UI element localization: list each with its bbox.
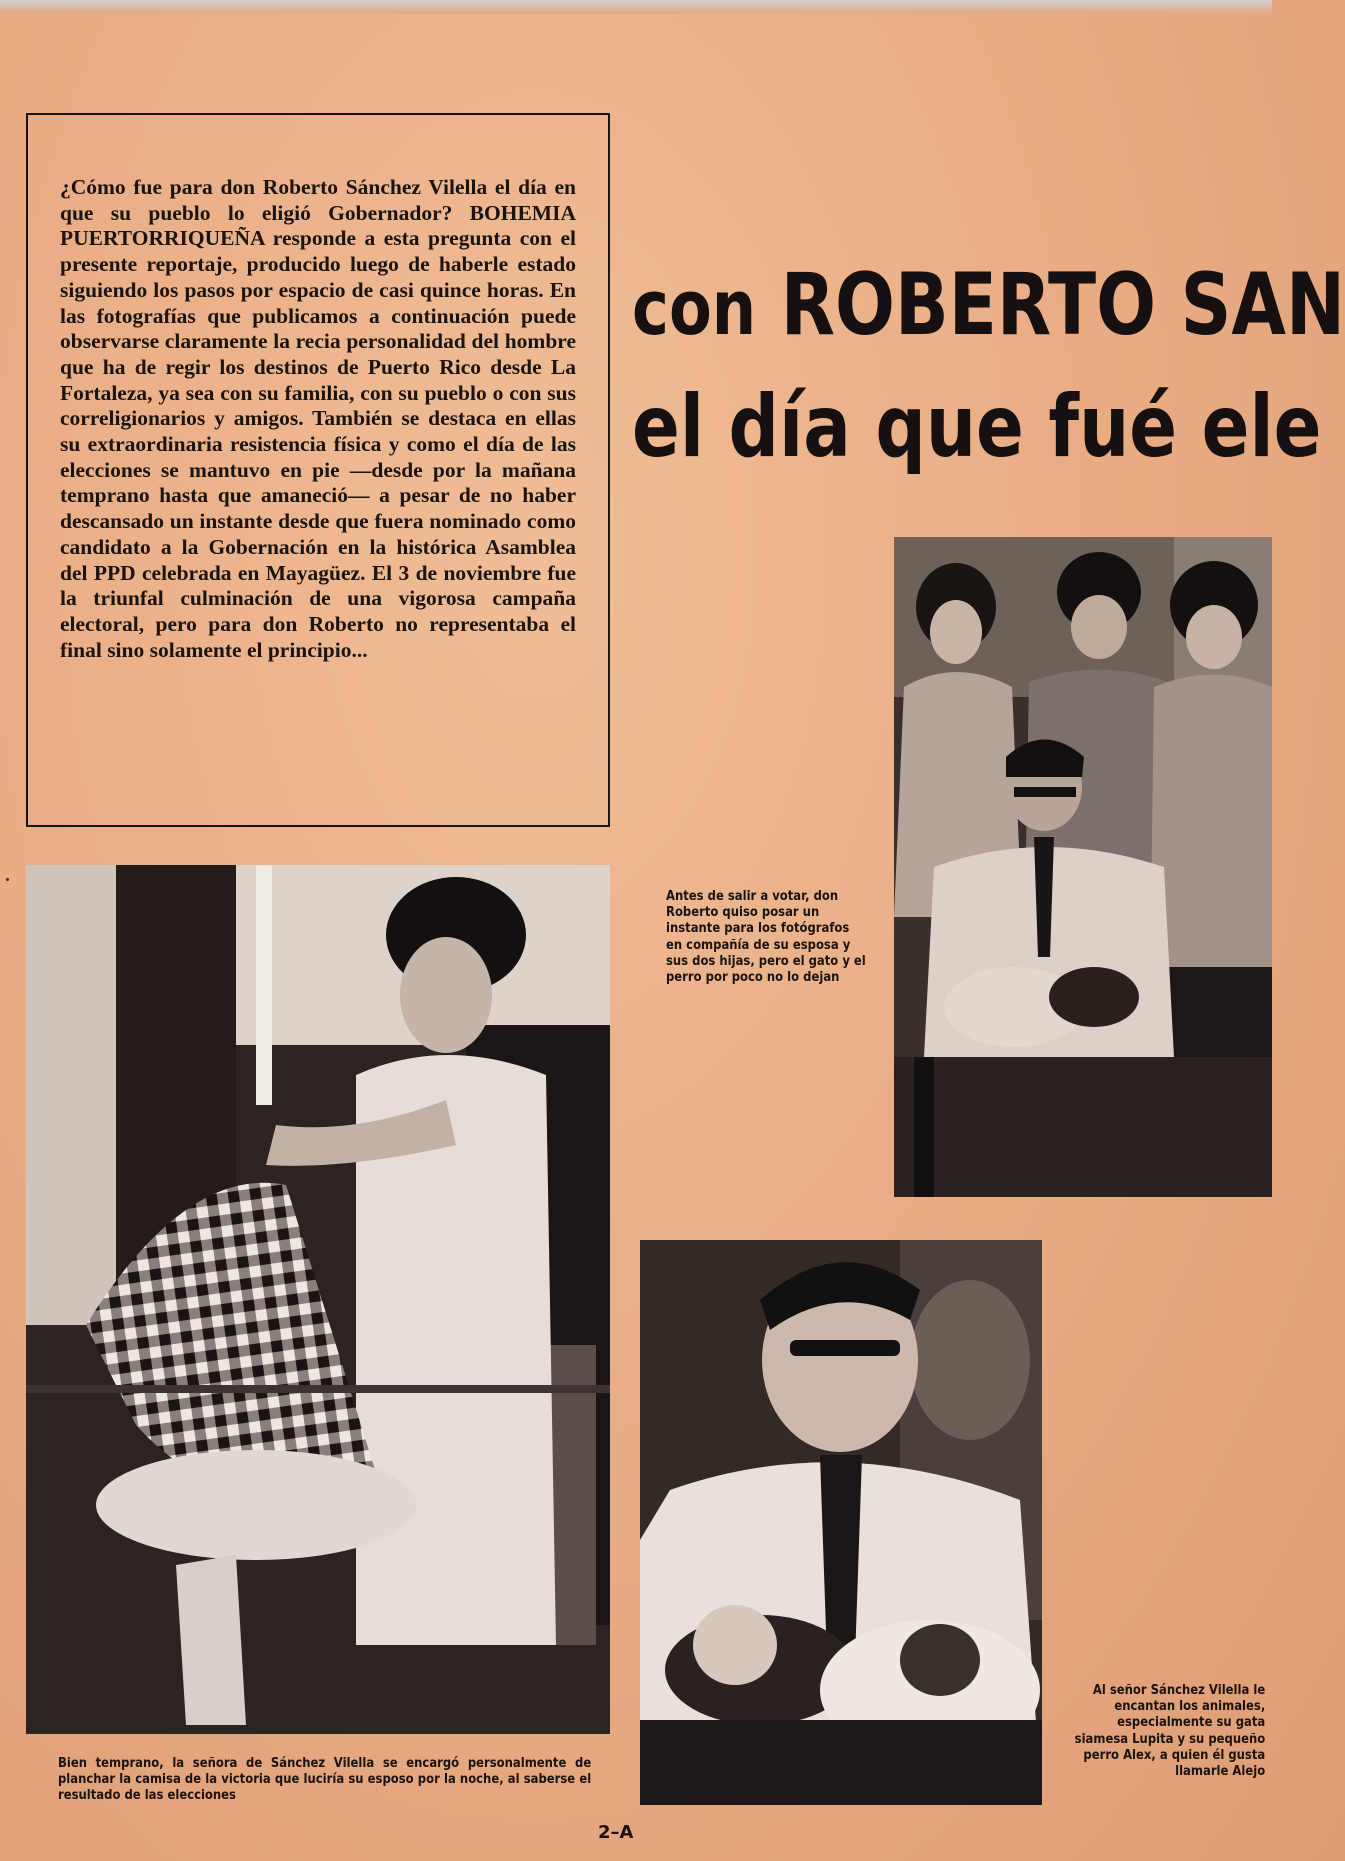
family-photo-image bbox=[894, 537, 1272, 1197]
page-number: 2–A bbox=[598, 1822, 634, 1843]
family-photo-caption: Antes de salir a votar, don Roberto quiso posar un instante para los fotógrafos en compañía de su esposa y sus dos hijas, pero el gato y el perro por poco no lo dejan bbox=[666, 888, 866, 986]
intro-paragraph: ¿Cómo fue para don Roberto Sánchez Vilella el día en que su pueblo lo eligió Gobernador? BOHEMIA PUERTORRIQUEÑA responde a esta pregunta con el presente reportaje, producido luego de haberle estado siguiendo los pasos por espacio de casi quince horas. En las fotografías que publicamos a continuación puede observarse claramente la recia personalidad del hombre que ha de regir los destinos de Puerto Rico desde La Fortaleza, ya sea con su familia, con su pueblo o con sus correligionarios y amigos. También se destaca en ellas su extraordinaria resistencia física y como el día de las elecciones se mantuvo en pie —desde por la mañana temprano hasta que amaneció— a pesar de no haber descansado un instante desde que fuera nominado como candidato a la Gobernación en la histórica Asamblea del PPD celebrada en Mayagüez. El 3 de noviembre fue la triunfal culminación de una vigorosa campaña electoral, pero para don Roberto no representaba el final sino solamente el principio... bbox=[60, 175, 576, 662]
intro-box bbox=[26, 113, 610, 827]
print-speck bbox=[6, 878, 9, 881]
pets-photo bbox=[640, 1240, 1042, 1805]
pets-photo-caption: Al señor Sánchez Vilella le encantan los animales, especialmente su gata siamesa Lupita y su pequeño perro Alex, a quien él gusta llamarle Alejo bbox=[1074, 1682, 1266, 1780]
headline-prefix: con bbox=[632, 263, 757, 352]
headline-line-2: el día que fué ele bbox=[632, 377, 1322, 477]
ironing-photo-image bbox=[26, 865, 610, 1734]
headline-name: ROBERTO SAN bbox=[780, 255, 1345, 355]
family-photo bbox=[894, 537, 1272, 1197]
headline-line-1 bbox=[632, 255, 1345, 355]
page-top-edge bbox=[0, 0, 1272, 14]
ironing-photo-caption: Bien temprano, la señora de Sánchez Vilella se encargó personalmente de planchar la camisa de la victoria que luciría su esposo por la noche, al saberse el resultado de las elecciones bbox=[58, 1755, 592, 1804]
pets-photo-image bbox=[640, 1240, 1042, 1805]
ironing-photo bbox=[26, 865, 610, 1734]
